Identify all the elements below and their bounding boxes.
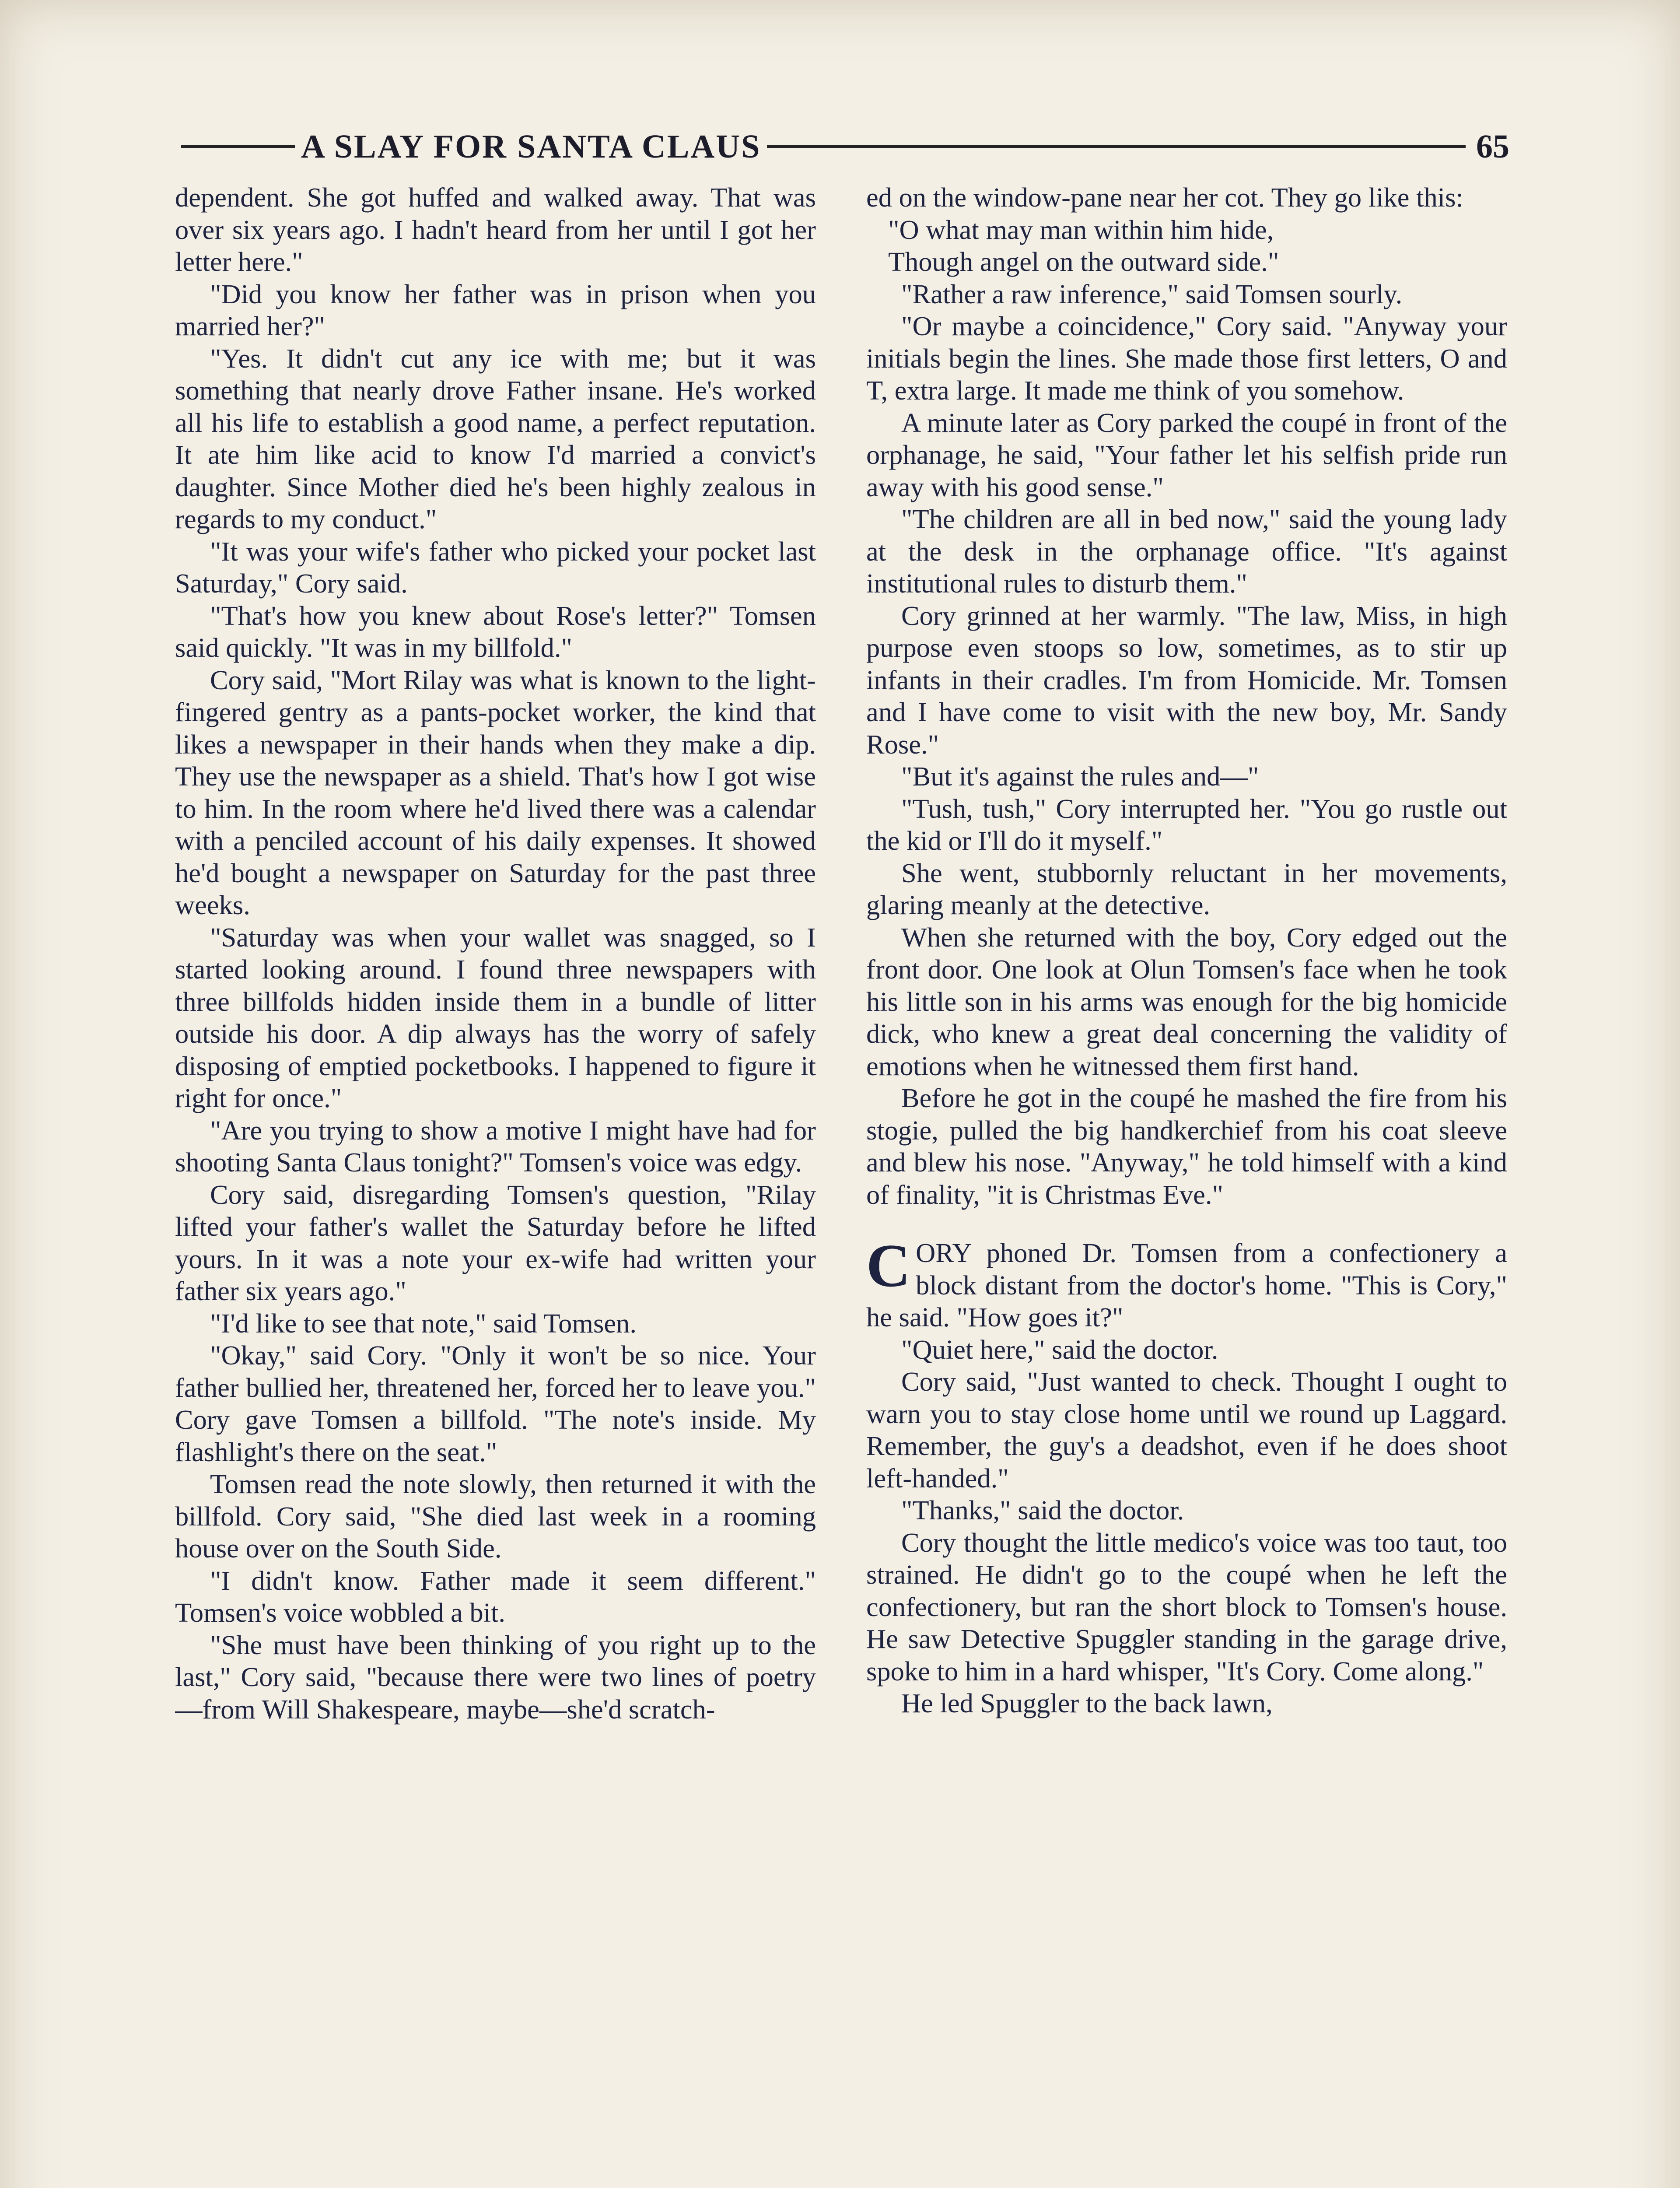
paragraph: "The children are all in bed now," said the young lady at the desk in the orphanage office. "It's against institutional rules to disturb them."	[866, 504, 1507, 599]
paragraph: "Thanks," said the doctor.	[901, 1495, 1184, 1525]
paragraph: Tomsen read the note slowly, then returned it with the billfold. Cory said, "She died last week in a rooming house over on the South Side.	[175, 1469, 816, 1564]
paragraph: dependent. She got huffed and walked away. That was over six years ago. I hadn't heard from her until I got her letter here."	[175, 182, 816, 277]
paragraph: Cory said, "Mort Rilay was what is known to the light-fingered gentry as a pants-pocket worker, the kind that likes a newspaper in their hands when they make a dip. They use the newspaper as a shield. That's how I got wise to him. In the room where he'd lived there was a calendar with a penciled account of his daily expenses. It showed he'd bought a newspaper on Saturday for the past three weeks.	[175, 664, 816, 920]
paragraph: Cory said, disregarding Tomsen's question, "Rilay lifted your father's wallet the Saturday before he lifted yours. In it was a note your ex-wife had written your father six years ago."	[175, 1179, 816, 1306]
section-first-text: ORY phoned Dr. Tomsen from a confectionery a block distant from the doctor's home. "This is Cory," he said. "How goes it?"	[866, 1238, 1507, 1332]
paragraph: "Or maybe a coincidence," Cory said. "Anyway your initials begin the lines. She made those first letters, O and T, extra large. It made me think of you somehow.	[866, 311, 1507, 406]
verse-line: "O what may man within him hide,	[888, 214, 1274, 245]
paragraph: She went, stubbornly reluctant in her movements, glaring meanly at the detective.	[866, 857, 1507, 920]
paragraph: "But it's against the rules and—"	[901, 761, 1259, 792]
paragraph: Before he got in the coupé he mashed the fire from his stogie, pulled the big handkerchief from his coat sleeve and blew his nose. "Anyway," he told himself with a kind of finality, "it is Christmas Eve."	[866, 1083, 1507, 1210]
header-rule-left	[181, 145, 295, 148]
drop-cap: C	[866, 1232, 911, 1300]
paragraph: "That's how you knew about Rose's letter?" Tomsen said quickly. "It was in my billfold."	[175, 600, 816, 663]
paragraph: "Quiet here," said the doctor.	[901, 1334, 1218, 1365]
page-number: 65	[1476, 128, 1509, 165]
paragraph: "Did you know her father was in prison when you married her?"	[175, 278, 816, 341]
left-column	[175, 182, 816, 2188]
paragraph: Cory grinned at her warmly. "The law, Miss, in high purpose even stoops so low, sometimes, as to stir up infants in their cradles. I'm from Homicide. Mr. Tomsen and I have come to visit with the new boy, Mr. Sandy Rose."	[866, 600, 1507, 760]
paragraph: "Rather a raw inference," said Tomsen sourly.	[901, 278, 1403, 309]
paragraph: Cory thought the little medico's voice was too taut, too strained. He didn't go to the coupé when he left the confectionery, but ran the short block to Tomsen's house. He saw Detective Spuggler standing in the garage drive, spoke to him in a hard whisper, "It's Cory. Come along."	[866, 1527, 1507, 1687]
paragraph: He led Spuggler to the back lawn,	[901, 1688, 1273, 1718]
header-rule-right	[767, 145, 1466, 148]
paragraph: "Saturday was when your wallet was snagged, so I started looking around. I found three newspapers with three billfolds hidden inside them in a bundle of litter outside his door. A dip always has the worry of safely disposing of emptied pocketbooks. I happened to figure it right for once."	[175, 922, 816, 1113]
story-title: A SLAY FOR SANTA CLAUS	[301, 128, 761, 165]
paragraph: "She must have been thinking of you right up to the last," Cory said, "because there were two lines of poetry—from Will Shakespeare, maybe—she'd scratch-	[175, 1629, 816, 1725]
running-header	[175, 120, 1509, 173]
paragraph: ed on the window-pane near her cot. They go like this:	[866, 182, 1463, 213]
paragraph: "I'd like to see that note," said Tomsen.	[210, 1308, 637, 1339]
paragraph: "Yes. It didn't cut any ice with me; but it was something that nearly drove Father insane. He's worked all his life to establish a good name, a perfect reputation. It ate him like acid to know I'd married a convict's daughter. Since Mother died he's been highly zealous in regards to my conduct."	[175, 343, 816, 534]
paragraph: "I didn't know. Father made it seem different." Tomsen's voice wobbled a bit.	[175, 1565, 816, 1628]
right-column	[866, 182, 1507, 2188]
paragraph: "Okay," said Cory. "Only it won't be so nice. Your father bullied her, threatened her, forced her to leave you." Cory gave Tomsen a billfold. "The note's inside. My flashlight's there on the seat."	[175, 1340, 816, 1467]
paragraph: Cory said, "Just wanted to check. Thought I ought to warn you to stay close home until we round up Laggard. Remember, the guy's a deadshot, even if he does shoot left-handed."	[866, 1366, 1507, 1494]
paragraph: A minute later as Cory parked the coupé in front of the orphanage, he said, "Your father let his selfish pride run away with his good sense."	[866, 407, 1507, 502]
paragraph: "It was your wife's father who picked your pocket last Saturday," Cory said.	[175, 536, 816, 599]
paragraph: "Tush, tush," Cory interrupted her. "You go rustle out the kid or I'll do it myself."	[866, 793, 1507, 856]
paragraph: "Are you trying to show a motive I might have had for shooting Santa Claus tonight?" Tomsen's voice was edgy.	[175, 1115, 816, 1178]
verse-line: Though angel on the outward side."	[888, 246, 1279, 277]
paragraph: When she returned with the boy, Cory edged out the front door. One look at Olun Tomsen's face when he took his little son in his arms was enough for the big homicide dick, who knew a great deal concerning the validity of emotions when he witnessed them first hand.	[866, 922, 1507, 1081]
section-start-paragraph	[866, 1232, 1507, 1334]
